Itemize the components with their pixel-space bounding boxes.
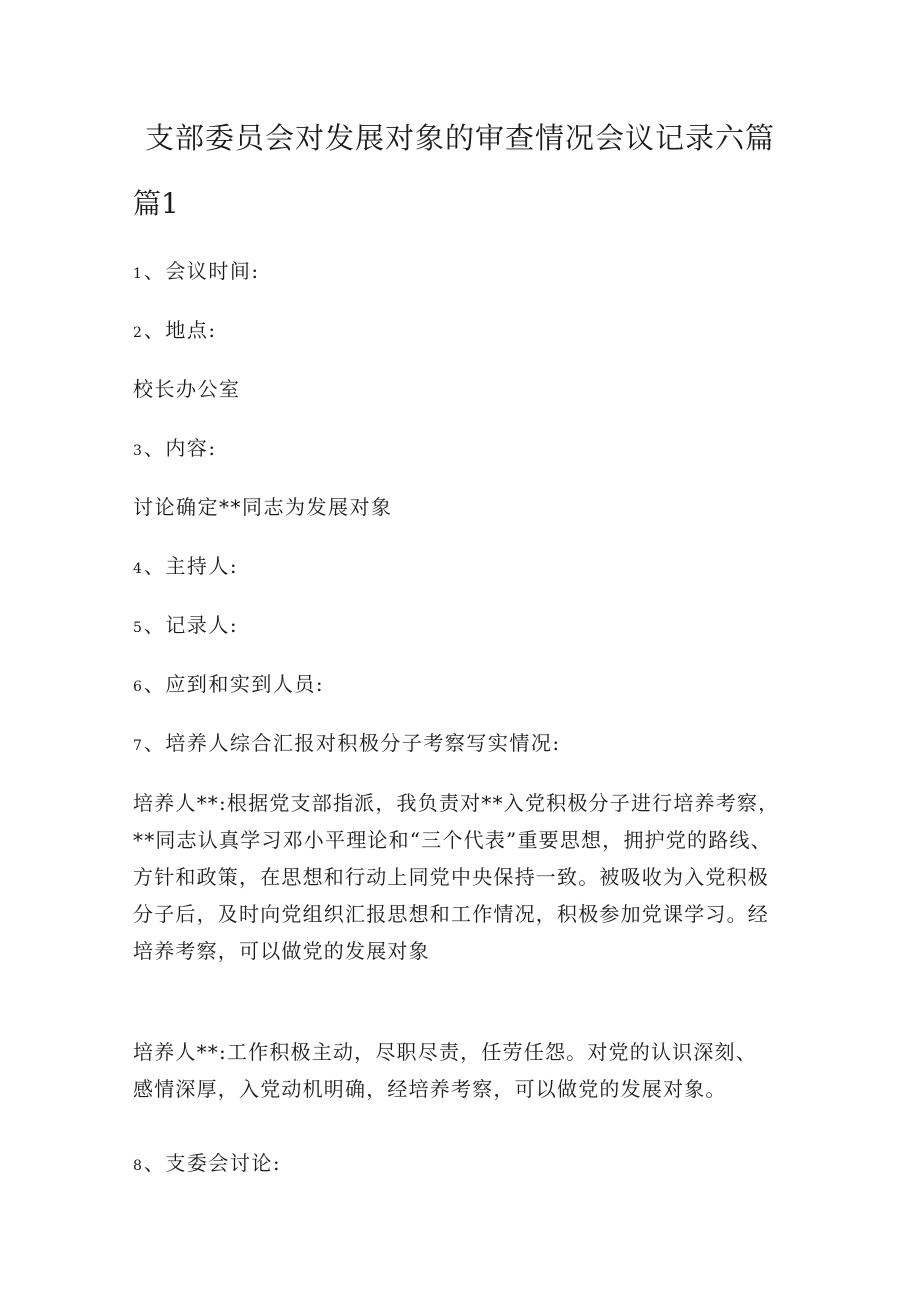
item-content xyxy=(133,434,217,465)
item-number: 5 xyxy=(133,620,142,636)
item-number: 6 xyxy=(133,679,142,695)
item-committee-discussion xyxy=(133,1149,281,1180)
item-attendees xyxy=(133,670,324,701)
item-trainer-report xyxy=(133,729,561,760)
item-number: 1 xyxy=(133,266,142,282)
item-recorder xyxy=(133,611,238,642)
item-host xyxy=(133,552,238,583)
paragraph-line: 培养人**:根据党支部指派，我负责对**入党积极分子进行培养考察， xyxy=(133,791,780,815)
trainer-paragraph-1 xyxy=(133,785,823,970)
section-heading: 篇1 xyxy=(133,187,179,220)
paragraph-line: 感情深厚，入党动机明确，经培养考察，可以做党的发展对象。 xyxy=(133,1077,727,1101)
item-text: 、主持人: xyxy=(143,554,239,578)
item-number: 2 xyxy=(133,325,142,341)
item-text: 、应到和实到人员: xyxy=(143,672,325,696)
item-meeting-time xyxy=(133,257,260,288)
item-number: 3 xyxy=(133,443,142,459)
paragraph-line: 培养人**:工作积极主动，尽职尽责，任劳任怨。对党的认识深刻、 xyxy=(133,1040,757,1064)
item-text: 、会议时间: xyxy=(143,259,260,283)
location-value xyxy=(133,375,241,403)
item-text: 、支委会讨论: xyxy=(143,1151,282,1175)
item-text: 、培养人综合汇报对积极分子考察写实情况: xyxy=(143,731,561,755)
paragraph-line: 方针和政策，在思想和行动上同党中央保持一致。被吸收为入党积极 xyxy=(133,865,769,889)
item-text: 校长办公室 xyxy=(133,377,241,401)
paragraph-line: 培养考察，可以做党的发展对象 xyxy=(133,939,430,963)
item-text: 、记录人: xyxy=(143,613,239,637)
trainer-paragraph-2 xyxy=(133,1034,823,1108)
item-number: 7 xyxy=(133,738,142,754)
document-title: 支部委员会对发展对象的审查情况会议记录六篇 xyxy=(144,121,775,155)
paragraph-line: **同志认真学习邓小平理论和“三个代表”重要思想，拥护党的路线、 xyxy=(133,828,772,852)
item-text: 、地点: xyxy=(143,318,217,342)
paragraph-line: 分子后，及时向党组织汇报思想和工作情况，积极参加党课学习。经 xyxy=(133,902,769,926)
content-value xyxy=(133,493,393,521)
item-number: 4 xyxy=(133,561,142,577)
item-number: 8 xyxy=(133,1158,142,1174)
item-text: 讨论确定**同志为发展对象 xyxy=(133,495,393,519)
item-text: 、内容: xyxy=(143,436,217,460)
item-location xyxy=(133,316,217,347)
